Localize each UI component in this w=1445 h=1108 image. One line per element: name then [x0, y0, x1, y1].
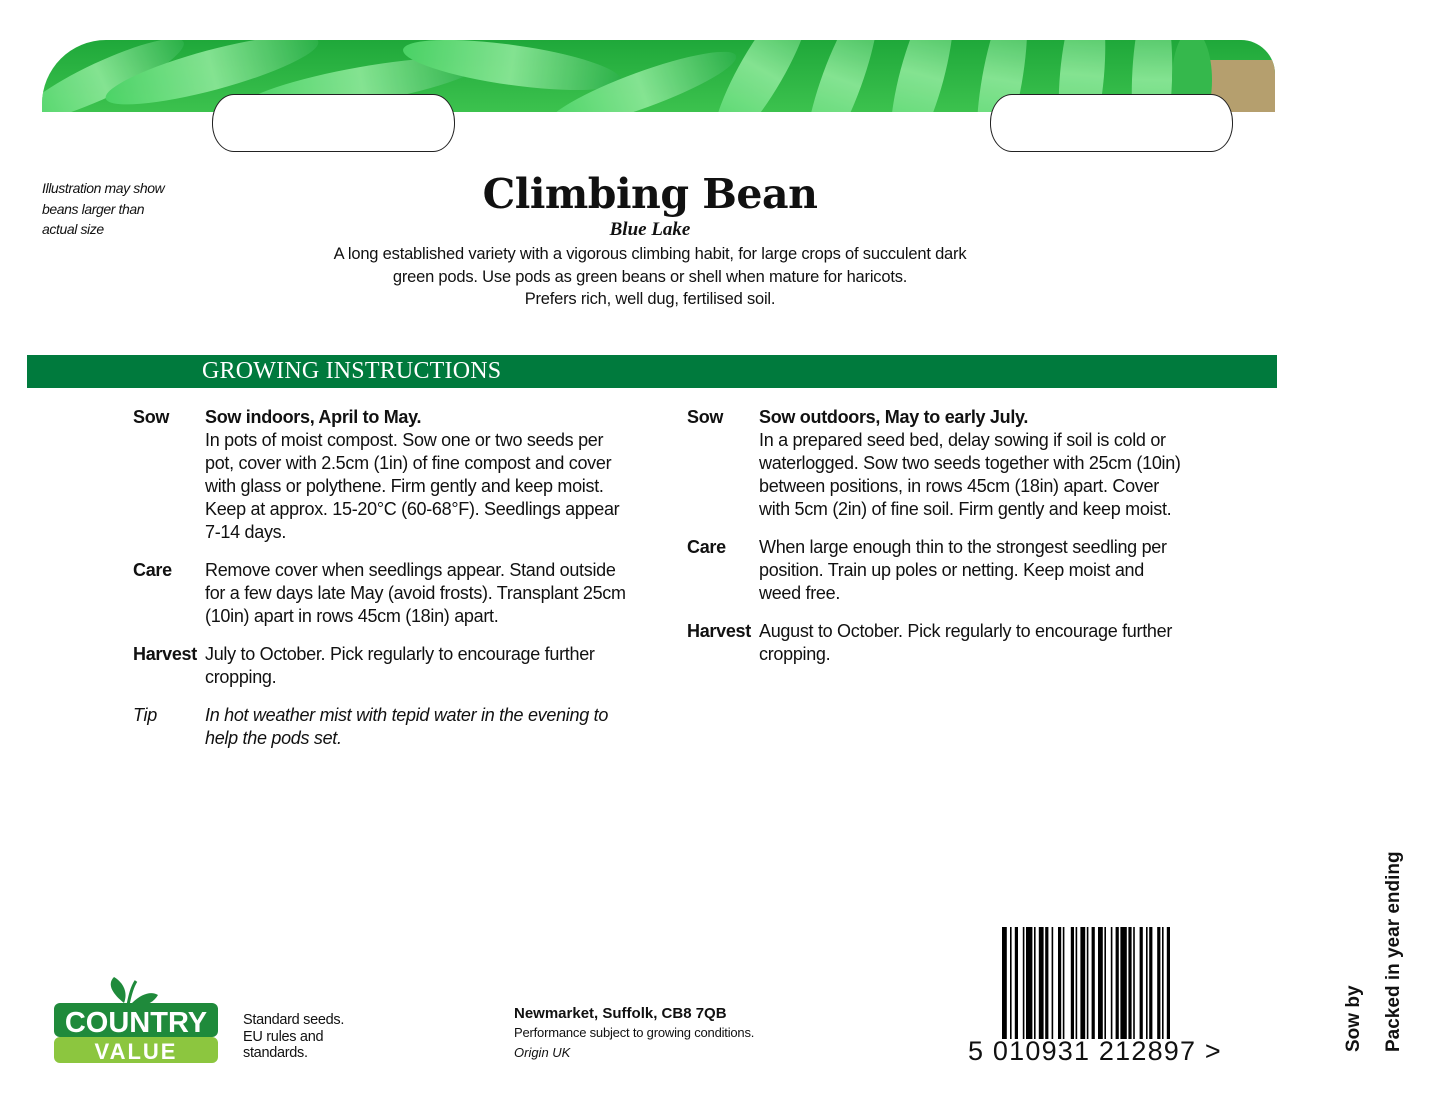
company-address: Newmarket, Suffolk, CB8 7QB: [514, 1005, 727, 1022]
svg-text:COUNTRY: COUNTRY: [64, 1007, 208, 1039]
sow-text: In a prepared seed bed, delay sowing if soil is cold or waterlogged. Sow two seeds together with 25cm (10in) between positions, in rows 45cm (18in) apart. Cover with 5cm (2in) of fine soil. Firm gently and keep moist.: [759, 430, 1181, 519]
care-row: Care When large enough thin to the strongest seedling per position. Train up poles or netting. Keep moist and weed free.: [687, 537, 1167, 603]
hanger-tab-left: [212, 94, 455, 152]
outdoor-instructions: [687, 406, 1187, 681]
sow-row: Sow Sow outdoors, May to early July. In a prepared seed bed, delay sowing if soil is cold or waterlogged. Sow two seeds together with 25cm (10in) between positions, in rows 45cm (18in) apart. Cover with 5cm (2in) of fine soil. Firm gently and keep moist.: [687, 406, 1187, 521]
sow-row: Sow Sow indoors, April to May. In pots of moist compost. Sow one or two seeds per pot, cover with 2.5cm (1in) of fine compost and cover with glass or polythene. Firm gently and keep moist. Keep at approx. 15-20°C (60-68°F). Seedlings appear 7-14 days.: [133, 406, 633, 544]
care-row: Care Remove cover when seedlings appear. Stand outside for a few days late May (avoid frosts). Transplant 25cm (10in) apart in rows 45cm (18in) apart.: [133, 560, 626, 626]
sow-text: In pots of moist compost. Sow one or two seeds per pot, cover with 2.5cm (1in) of fine compost and cover with glass or polythene. Firm gently and keep moist. Keep at approx. 15-20°C (60-68°F). Seedlings appear 7-14 days.: [205, 430, 620, 542]
barcode-number: 5 010931 212897 >: [968, 1036, 1222, 1066]
standards-note: Standard seeds. EU rules and standards.: [243, 1012, 345, 1061]
hanger-tab-right: [990, 94, 1233, 152]
sow-heading: Sow indoors, April to May.: [205, 407, 422, 427]
section-heading: GROWING INSTRUCTIONS: [202, 358, 502, 384]
packed-label: Packed in year ending: [1383, 851, 1404, 1052]
barcode: [1000, 927, 1262, 1039]
product-description: A long established variety with a vigorous climbing habit, for large crops of succulent dark green pods. Use pods as green beans or shell when mature for haricots. Prefers rich, well dug, fertilised soil.: [333, 245, 967, 308]
harvest-row: Harvest July to October. Pick regularly to encourage further cropping.: [133, 644, 595, 687]
harvest-row: Harvest August to October. Pick regularly to encourage further cropping.: [687, 621, 1173, 664]
growing-instructions-band: [27, 355, 1277, 388]
tip-row: Tip In hot weather mist with tepid water in the evening to help the pods set.: [133, 705, 609, 748]
indoor-instructions: [133, 406, 633, 765]
variety-name: Blue Lake: [609, 219, 691, 240]
sow-heading: Sow outdoors, May to early July.: [759, 407, 1029, 427]
country-value-logo: [54, 975, 218, 1065]
performance-note: Performance subject to growing conditions.: [514, 1025, 755, 1040]
illustration-note: Illustration may show beans larger than actual size: [42, 180, 165, 237]
svg-text:VALUE: VALUE: [94, 1039, 178, 1064]
leaf-icon: [111, 977, 126, 1003]
product-title: Climbing Bean: [482, 170, 818, 218]
sow-by-label: Sow by: [1343, 985, 1364, 1052]
origin-label: Origin UK: [514, 1045, 571, 1060]
